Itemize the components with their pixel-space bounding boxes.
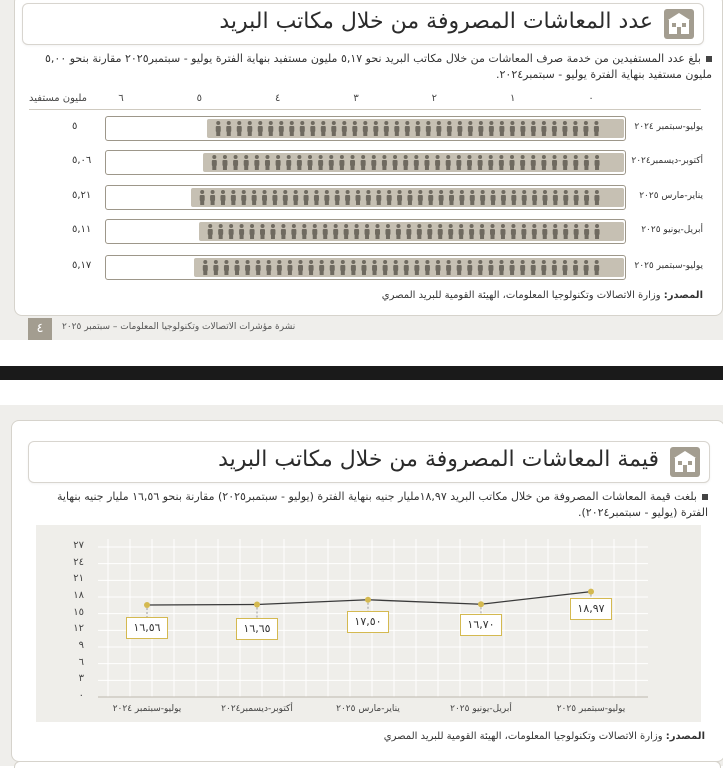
data-point (144, 602, 150, 608)
x-tick-label: ١ (509, 93, 516, 104)
x-tick-label: يوليو-سبتمبر ٢٠٢٥ (556, 704, 626, 714)
row-value-label: ٥,١٧ (72, 260, 92, 271)
page-1 (0, 0, 723, 340)
bar-fill (203, 153, 624, 172)
axis-rule (29, 109, 701, 110)
y-tick-label: ١٨ (73, 590, 84, 601)
y-tick-label: ٣ (78, 673, 84, 685)
x-tick-label: ٠ (588, 93, 594, 104)
y-tick-label: ٢١ (73, 573, 84, 585)
x-tick-label: يوليو-سبتمبر ٢٠٢٤ (112, 704, 182, 714)
bar-fill (207, 119, 624, 138)
y-tick-label: ١٢ (73, 623, 84, 635)
page-number: ٤ (28, 318, 52, 340)
bar-frame (105, 219, 626, 244)
row-category-label: يوليو-سبتمبر ٢٠٢٤ (634, 122, 703, 132)
summary-text-1: بلغ عدد المستفيدين من خدمة صرف المعاشات من خلال مكاتب البريد نحو ٥,١٧ مليون مستفيد بنهاية الفترة يوليو - سبتمبر٢٠٢٥ مقارنة بنحو ٥,٠٠ مليون مستفيد بنهاية الفترة يوليو - سبتمبر٢٠٢٤. (42, 51, 712, 83)
title-bar-1 (22, 3, 704, 45)
people-pictogram (200, 258, 602, 277)
x-tick-label: يناير-مارس ٢٠٢٥ (336, 704, 400, 714)
x-tick-label: أبريل-يونيو ٢٠٢٥ (450, 704, 512, 714)
people-pictogram (197, 188, 602, 207)
x-tick-label: ٥ (196, 93, 203, 104)
x-axis-unit-label: مليون مستفيد (29, 93, 87, 104)
x-tick-label: ٣ (353, 93, 359, 104)
x-tick-label: ٤ (274, 93, 281, 104)
people-pictogram (209, 153, 602, 172)
source-text-2: وزارة الاتصالات وتكنولوجيا المعلومات، الهيئة القومية للبريد المصري (383, 731, 663, 742)
data-point (478, 601, 484, 607)
page-separator (0, 366, 723, 380)
post-office-icon (663, 8, 695, 40)
x-tick-label: ٦ (118, 93, 124, 104)
bar-fill (194, 258, 624, 277)
source-note-1 (382, 290, 703, 301)
y-tick-label: ٢٧ (73, 540, 84, 551)
y-tick-label: ٠ (78, 690, 84, 701)
row-value-label: ٥,١١ (72, 224, 92, 235)
data-value-label: ١٨,٩٧ (570, 598, 612, 620)
x-tick-label: أكتوبر-ديسمبر٢٠٢٤ (221, 704, 293, 714)
x-tick-label: ٢ (431, 93, 438, 104)
bar-frame (105, 185, 626, 210)
row-category-label: أبريل-يونيو ٢٠٢٥ (641, 225, 703, 235)
summary-text-2: بلغت قيمة المعاشات المصروفة من خلال مكاتب البريد ١٨,٩٧مليار جنيه بنهاية الفترة (يوليو - سبتمبر٢٠٢٥) مقارنة بنحو ١٦,٥٦ مليار جنيه بنهاية الفترة (يوليو - سبتمبر٢٠٢٤). (38, 489, 708, 521)
source-text-1: وزارة الاتصالات وتكنولوجيا المعلومات، الهيئة القومية للبريد المصري (381, 290, 661, 301)
footer-text: نشرة مؤشرات الاتصالات وتكنولوجيا المعلومات – سبتمبر ٢٠٢٥ (62, 322, 296, 332)
source-note-2 (384, 731, 705, 742)
data-value-label: ١٦,٧٠ (460, 614, 502, 636)
page-2 (0, 405, 723, 766)
data-value-label: ١٧,٥٠ (347, 611, 389, 633)
source-label-1: المصدر: (663, 290, 703, 301)
page-title-1: عدد المعاشات المصروفة من خلال مكاتب البريد (219, 9, 653, 34)
data-value-label: ١٦,٥٦ (126, 617, 168, 639)
people-pictogram (213, 119, 602, 138)
bar-fill (199, 222, 624, 241)
data-point (365, 597, 371, 603)
next-card-edge (14, 761, 721, 768)
row-value-label: ٥ (72, 121, 78, 132)
bar-frame (105, 116, 626, 141)
row-value-label: ٥,٢١ (72, 190, 92, 201)
footer-1 (14, 318, 714, 340)
data-point (254, 602, 260, 608)
bar-frame (105, 150, 626, 175)
page-title-2: قيمة المعاشات المصروفة من خلال مكاتب البريد (218, 447, 659, 472)
row-category-label: يناير-مارس ٢٠٢٥ (639, 191, 703, 201)
data-point (588, 589, 594, 595)
y-tick-label: ٦ (78, 656, 84, 668)
row-category-label: أكتوبر-ديسمبر٢٠٢٤ (631, 156, 703, 166)
source-label-2: المصدر: (665, 731, 705, 742)
people-pictogram (205, 222, 602, 241)
y-tick-label: ٢٤ (73, 556, 84, 568)
row-value-label: ٥,٠٦ (72, 155, 92, 166)
bar-fill (191, 188, 624, 207)
data-value-label: ١٦,٦٥ (236, 618, 278, 640)
row-category-label: يوليو-سبتمبر ٢٠٢٥ (634, 261, 703, 271)
bar-frame (105, 255, 626, 280)
y-tick-label: ٩ (78, 640, 84, 651)
y-tick-label: ١٥ (73, 606, 84, 618)
